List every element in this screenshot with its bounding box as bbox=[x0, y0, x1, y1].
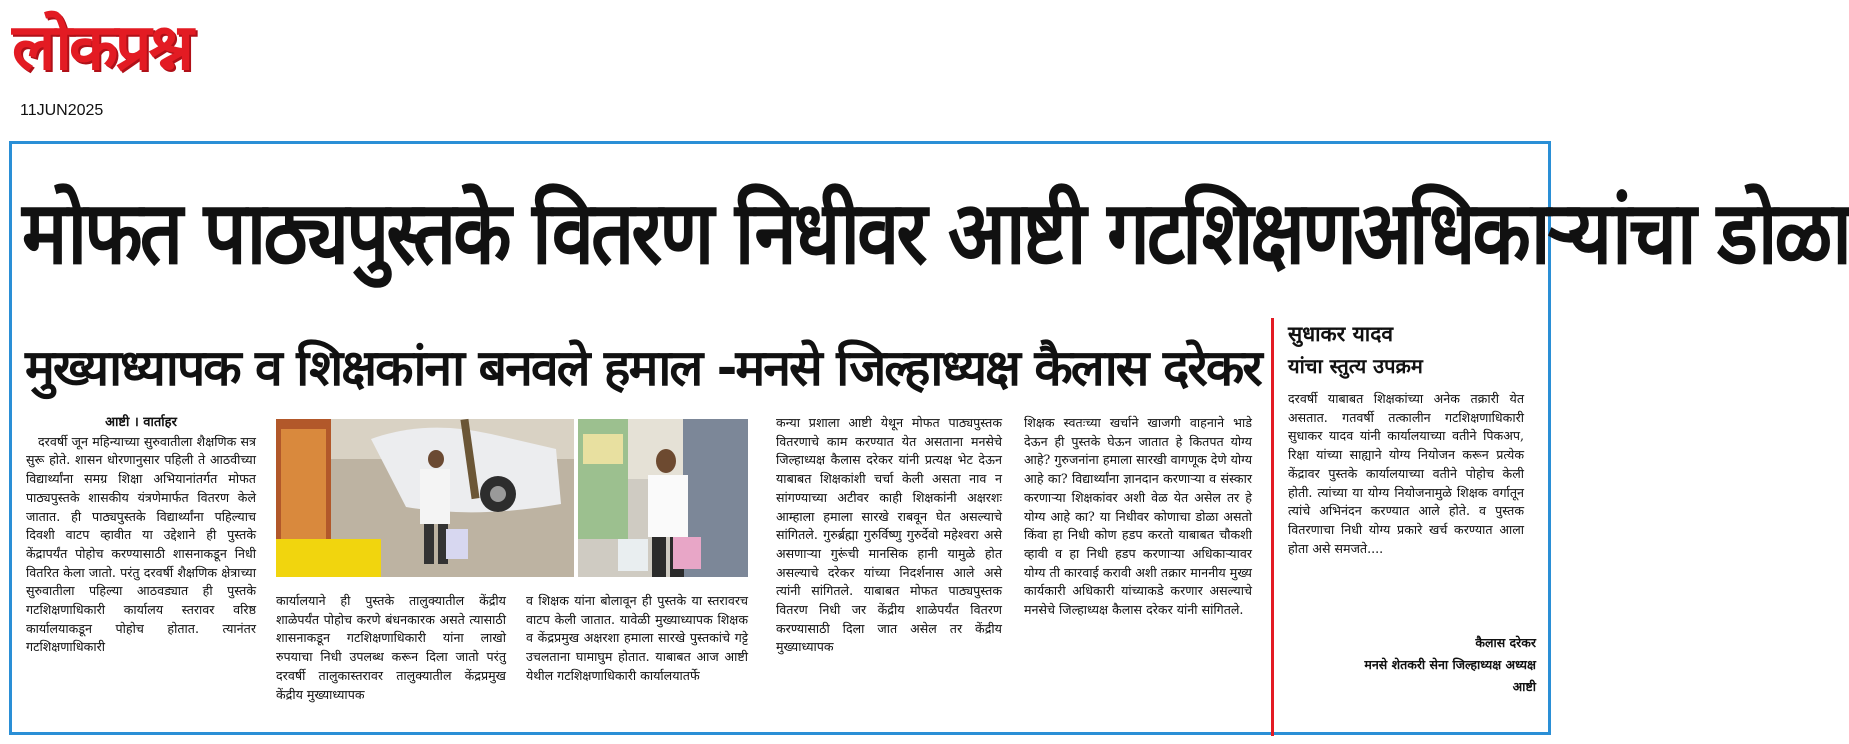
logo-text: लोकप्रश्न bbox=[12, 11, 191, 85]
article-column-2 bbox=[276, 592, 506, 722]
masthead bbox=[8, 2, 298, 102]
column-3-text: व शिक्षक यांना बोलावून ही पुस्तके या स्तरावरच वाटप केली जातात. यावेळी मुख्याध्यापक शिक्षक व केंद्रप्रमुख अक्षरशा हमाला सारखे पुस्तकांचे गट्टे उचलताना घामाघुम होतात. याबाबत आज आष्टी येथील गटशिक्षणाधिकारी कार्यालयातर्फे bbox=[526, 593, 748, 683]
column-2-text: कार्यालयाने ही पुस्तके तालुक्यातील केंद्रीय शाळेपर्यंत पोहोच करणे बंधनकारक असते त्यासाठी शासनाकडून गटशिक्षणाधिकारी यांना लाखो रुपयाचा निधी उपलब्ध करून दिला जातो परंतु दरवर्षी तालुकास्तरावर तालुक्यातील केंद्रप्रमुख केंद्रीय मुख्याध्यापक bbox=[276, 593, 506, 702]
article-column-1 bbox=[26, 414, 256, 722]
signature-place: आष्टी bbox=[1512, 679, 1536, 694]
dateline: आष्टी । वार्ताहर bbox=[105, 415, 177, 430]
column-1-text: दरवर्षी जून महिन्याच्या सुरुवातीला शैक्षणिक सत्र सुरू होते. शासन धोरणानुसार पहिली ते आठवीच्या विद्यार्थ्यांना समग्र शिक्षा अभियानांतर्गत मोफत पाठ्यपुस्तके शासकीय यंत्रणेमार्फत वितरण केले जातात. ही पाठ्यपुस्तके विद्यार्थ्यांना पहिल्याच दिवशी वाटप व्हावीत या उद्देशाने ही पुस्तके केंद्रापर्यंत पोहोच करण्यासाठी शासनाकडून निधी वितरित केला जातो. परंतु दरवर्षी शैक्षणिक क्षेत्राच्या सुरुवातीला पहिल्या आठवड्यात ही पुस्तके गटशिक्षणाधिकारी कार्यालय स्तरावर वरिष्ठ कार्यालयाकडून पोहोच होतात. त्यानंतर गटशिक्षणाधिकारी bbox=[26, 433, 256, 655]
signature-title: मनसे शेतकरी सेना जिल्हाध्यक्ष अध्यक्ष bbox=[1364, 657, 1536, 672]
article-headline: मोफत पाठ्यपुस्तके वितरण निधीवर आष्टी गटशिक्षणअधिकाऱ्यांचा डोळा bbox=[22, 181, 1849, 284]
sidebar-subtitle: यांचा स्तुत्य उपक्रम bbox=[1288, 354, 1423, 378]
photo-teacher-carrying-books bbox=[578, 419, 748, 577]
edition-date: 11JUN2025 bbox=[20, 102, 104, 119]
signature-name: कैलास दरेकर bbox=[1475, 635, 1536, 650]
newspaper-logo bbox=[8, 2, 293, 97]
article-column-4 bbox=[776, 414, 1002, 722]
article-subheadline: मुख्याध्यापक व शिक्षकांना बनवले हमाल -मनसे जिल्हाध्यक्ष कैलास दरेकर bbox=[25, 339, 1261, 397]
photo-book-carrying-car bbox=[276, 419, 574, 577]
article-column-5 bbox=[1024, 414, 1252, 722]
article-column-3 bbox=[526, 592, 748, 722]
sidebar-divider bbox=[1271, 318, 1274, 736]
column-5-text: शिक्षक स्वतःच्या खर्चाने खाजगी वाहनाने भाडे देऊन ही पुस्तके घेऊन जातात हे कितपत योग्य आहे? गुरुजनांना हमाला सारखी वागणूक देणे योग्य आहे का? विद्यार्थ्यांना ज्ञानदान करणाऱ्या व संस्कार करणाऱ्या शिक्षकांवर अशी वेळ येत असेल तर हे योग्य आहे का? या निधीवर कोणाचा डोळा असतो किंवा हा निधी कोण हडप करतो याबाबत चौकशी व्हावी व हा निधी हडप करणाऱ्या अधिकाऱ्यावर योग्य ती कारवाई करावी अशी तक्रार माननीय मुख्य कार्यकारी अधिकारी यांच्याकडे करणार असल्याचे मनसेचे जिल्हाध्यक्ष कैलास दरेकर यांनी सांगितले. bbox=[1024, 415, 1252, 618]
sidebar-title: सुधाकर यादव bbox=[1288, 322, 1394, 346]
sidebar-body-text: दरवर्षी याबाबत शिक्षकांच्या अनेक तक्रारी येत असतात. गतवर्षी तत्कालीन गटशिक्षणाधिकारी सुधाकर यादव यांनी कार्यालयाच्या वतीने पिकअप, रिक्षा यांच्या साह्याने योग्य नियोजन करून प्रत्येक केंद्रावर पुस्तके कार्यालयाच्या वतीने पोहोच केली होती. त्यांच्या या योग्य नियोजनामुळे शिक्षक वर्गातून त्यांचे अभिनंदन करण्यात आले होते. व पुस्तक वितरणाचा निधी योग्य प्रकारे खर्च करण्यात आला होता असे समजते.... bbox=[1288, 391, 1524, 556]
column-4-text: कन्या प्रशाला आष्टी येथून मोफत पाठ्यपुस्तक वितरणाचे काम करण्यात येत असताना मनसेचे जिल्हाध्यक्ष कैलास दरेकर यांनी प्रत्यक्ष भेट देऊन याबाबत शिक्षकांशी चर्चा केली असता नाव न सांगण्याच्या अटीवर काही शिक्षकांनी अक्षरशः आम्हाला हमाला सारखे राबवून घेत असल्याचे सांगितले. गुरुर्ब्रह्मा गुरुर्विष्णु गुरुर्देवो महेश्वरा असे असणाऱ्या गुरूंची मानसिक हानी यामुळे होत असल्याचे दरेकर यांच्या निदर्शनास आले असे त्यांनी सांगितले. याबाबत मोफत पाठ्यपुस्तक वितरण निधी जर केंद्रीय शाळेपर्यंत वितरण करण्यासाठी दिला जात असेल तर केंद्रीय मुख्याध्यापक bbox=[776, 415, 1002, 655]
sidebar-body bbox=[1288, 390, 1524, 628]
